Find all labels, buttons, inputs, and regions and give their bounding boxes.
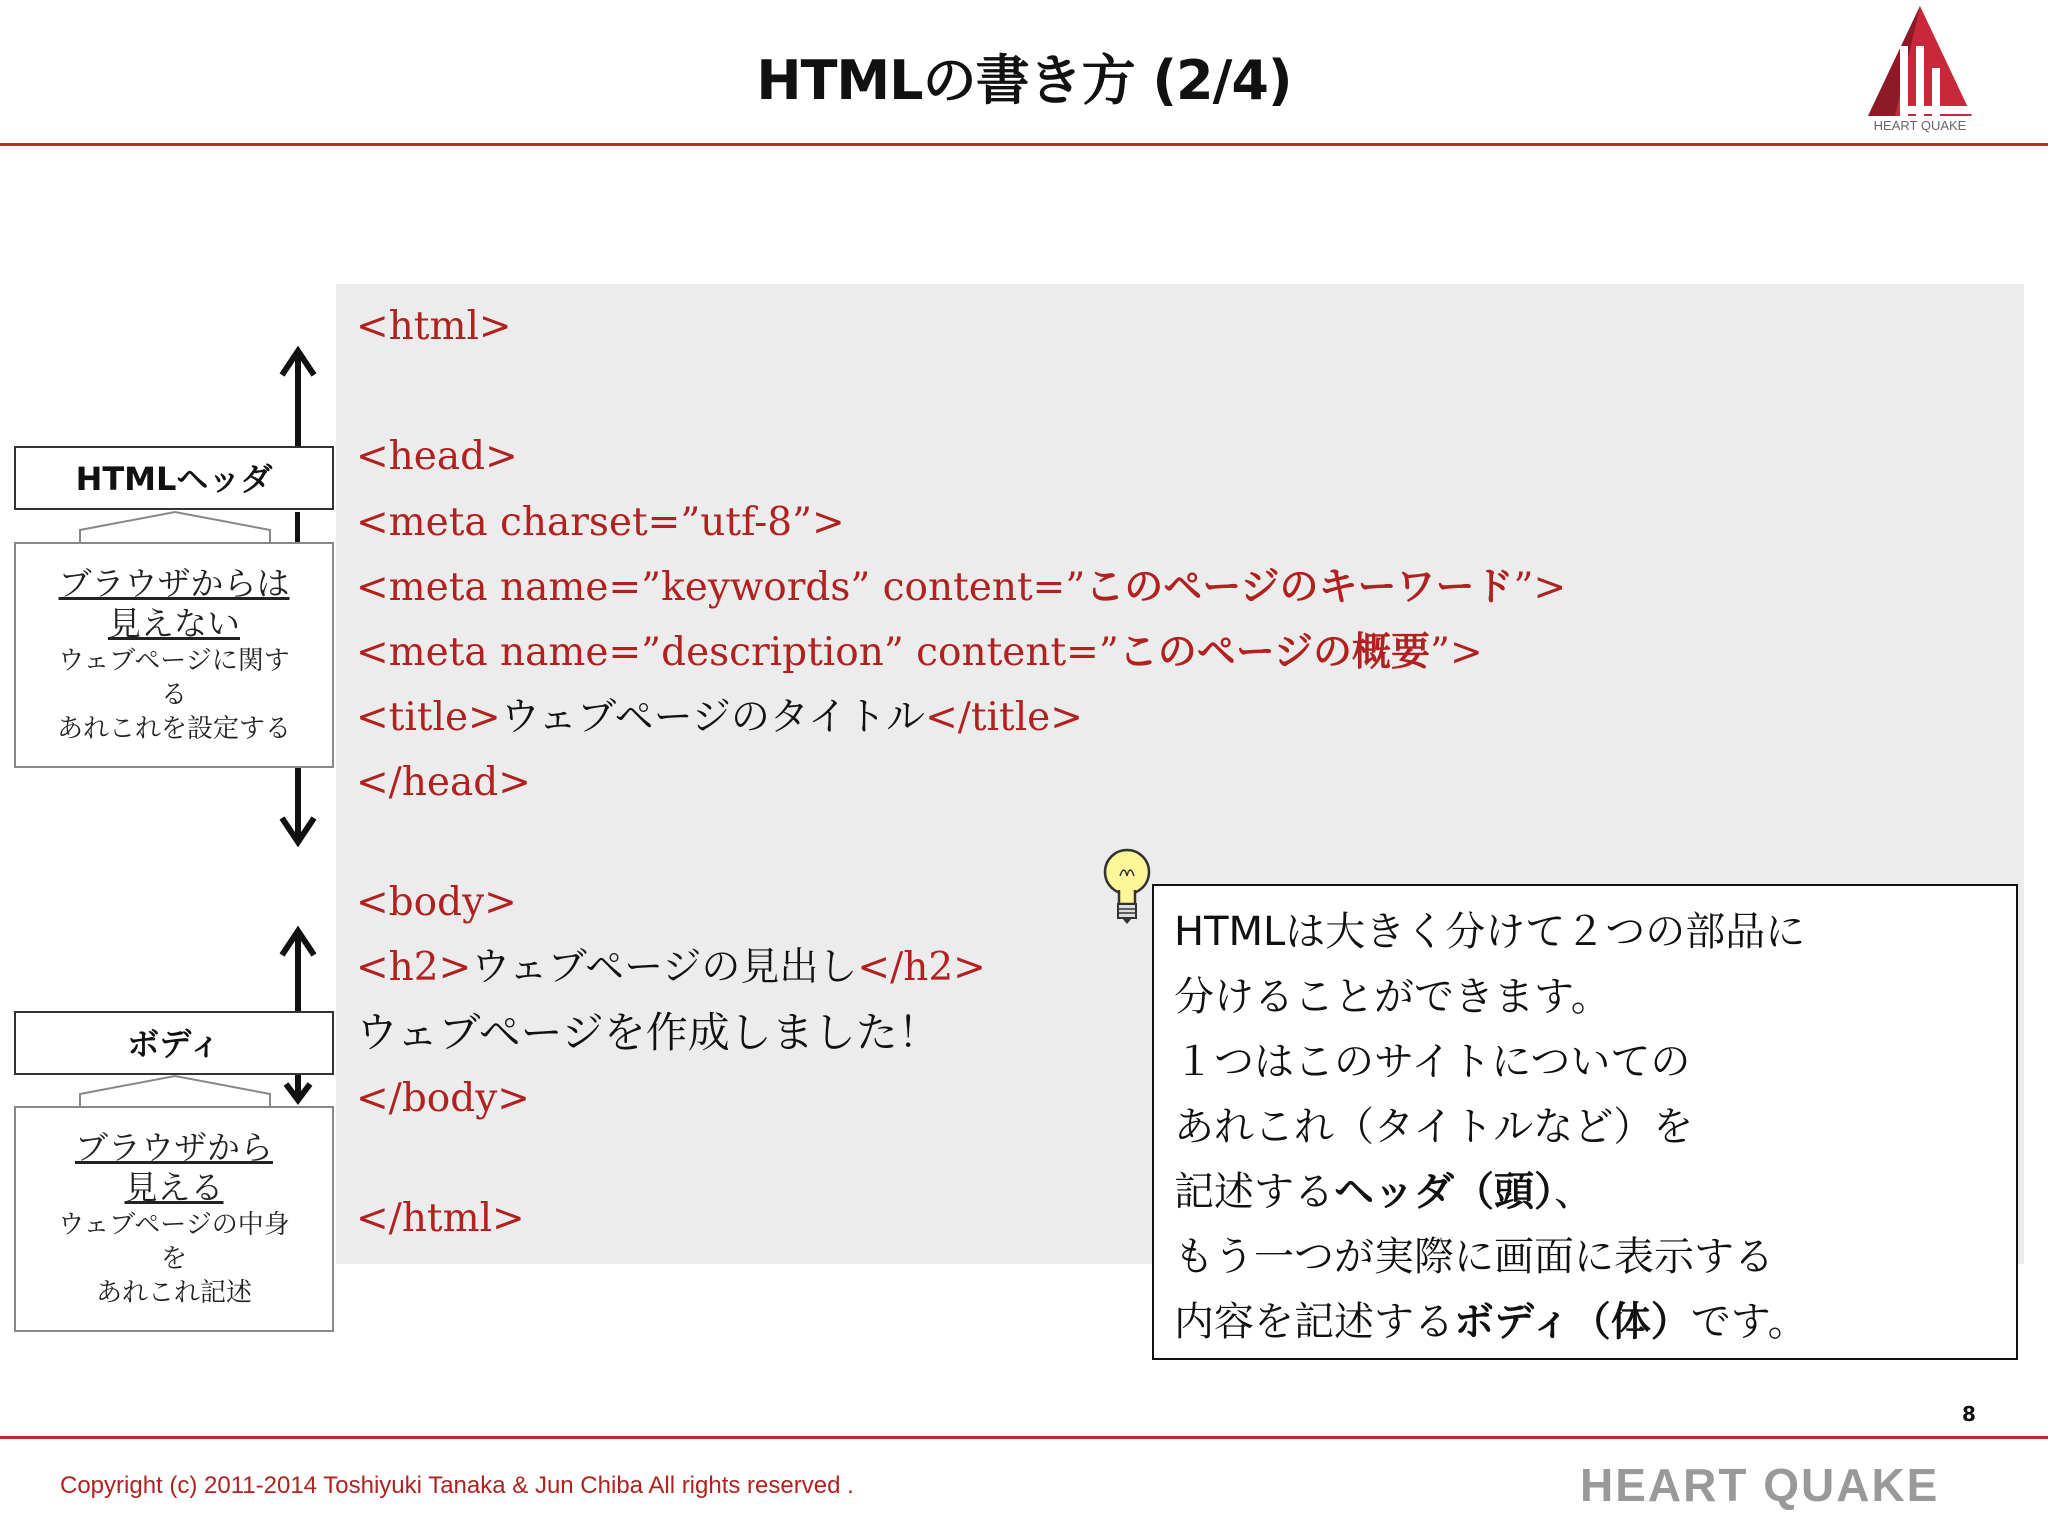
- body-desc-line3: ウェブページの中身: [58, 1210, 290, 1240]
- code-title: [356, 693, 1083, 743]
- code-title-close: </title>: [925, 695, 1083, 740]
- note-line1: HTMLは大きく分けて２つの部品に: [1174, 909, 1806, 955]
- note-line7: [1174, 1290, 1996, 1355]
- note-line7-prefix: 内容を記述する: [1174, 1299, 1454, 1345]
- code-meta-desc-prefix: <meta name=”description” content=”: [356, 630, 1119, 675]
- note-header-term: ヘッダ（頭）: [1334, 1169, 1554, 1215]
- header-down-arrow-icon: [276, 766, 320, 848]
- code-head-open: <head>: [356, 434, 518, 479]
- header-bracket-line: [295, 512, 300, 542]
- note-line2: 分けることができます。: [1174, 974, 1611, 1020]
- code-title-text: ウェブページのタイトル: [500, 695, 926, 740]
- body-label-box: ボディ: [14, 1011, 334, 1075]
- note-body-term: ボディ（体）: [1454, 1299, 1691, 1345]
- note-line4: あれこれ（タイトルなど）を: [1174, 1104, 1694, 1150]
- copyright-text: Copyright (c) 2011-2014 Toshiyuki Tanaka & Jun Chiba All rights reserved .: [60, 1472, 854, 1499]
- code-meta-keywords: [356, 563, 1566, 613]
- code-html-open: <html>: [356, 304, 512, 349]
- bottom-divider: [0, 1436, 2048, 1439]
- note-line7-suffix: です。: [1690, 1299, 1808, 1345]
- code-meta-desc-value: このページの概要: [1118, 630, 1431, 675]
- code-body-open: <body>: [356, 880, 517, 925]
- header-desc-line5: あれこれを設定する: [56, 714, 291, 744]
- note-line5-prefix: 記述する: [1174, 1169, 1334, 1215]
- note-line5-suffix: 、: [1554, 1169, 1594, 1215]
- code-meta-keywords-prefix: <meta name=”keywords” content=”: [356, 565, 1086, 610]
- code-body-close: </body>: [356, 1076, 530, 1121]
- note-line5: [1174, 1160, 1996, 1225]
- slide-title: HTMLの書き方 (2/4): [756, 49, 1292, 112]
- header-callout-connector: [70, 510, 280, 544]
- body-desc-line5: あれこれ記述: [95, 1278, 252, 1308]
- code-meta-keywords-value: このページのキーワード: [1085, 565, 1514, 610]
- code-meta-charset: <meta charset=”utf-8”>: [356, 500, 845, 545]
- code-meta-description: [356, 628, 1483, 678]
- code-head-close: </head>: [356, 760, 531, 805]
- logo-text: HEART QUAKE: [1873, 118, 1967, 133]
- heart-quake-logo: [1860, 6, 1980, 136]
- top-divider: [0, 143, 2048, 146]
- code-meta-desc-suffix: ”>: [1430, 630, 1483, 675]
- body-description: [14, 1106, 334, 1332]
- explanation-note: [1152, 884, 2018, 1360]
- code-meta-keywords-suffix: ”>: [1513, 565, 1567, 610]
- code-html-close: </html>: [356, 1196, 525, 1241]
- note-line6: もう一つが実際に画面に表示する: [1174, 1234, 1774, 1280]
- header-desc-line1: ブラウザからは: [58, 564, 290, 603]
- header-desc-line4: る: [160, 680, 187, 710]
- code-h2-open: <h2>: [356, 945, 472, 990]
- code-body-text: ウェブページを作成しました！: [356, 1008, 940, 1057]
- body-callout-connector: [70, 1074, 280, 1108]
- html-header-description: [14, 542, 334, 768]
- page-number: 8: [1962, 1402, 1976, 1426]
- code-h2-text: ウェブページの見出し: [471, 945, 858, 990]
- code-h2: [356, 943, 986, 993]
- header-desc-line3: ウェブページに関す: [58, 646, 290, 676]
- body-desc-line2: 見える: [124, 1168, 224, 1207]
- html-header-label-box: HTMLヘッダ: [14, 446, 334, 510]
- footer-brand: HEART QUAKE: [1580, 1459, 1940, 1511]
- body-up-arrow-icon: [276, 925, 320, 1011]
- lightbulb-icon: [1100, 846, 1154, 926]
- header-desc-line2: 見えない: [108, 604, 240, 643]
- body-down-arrow-icon: [276, 1074, 320, 1106]
- header-up-arrow-icon: [276, 345, 320, 455]
- code-title-open: <title>: [356, 695, 501, 740]
- body-desc-line4: を: [160, 1244, 187, 1274]
- note-line3: １つはこのサイトについての: [1174, 1039, 1691, 1085]
- code-h2-close: </h2>: [857, 945, 986, 990]
- body-desc-line1: ブラウザから: [75, 1128, 273, 1167]
